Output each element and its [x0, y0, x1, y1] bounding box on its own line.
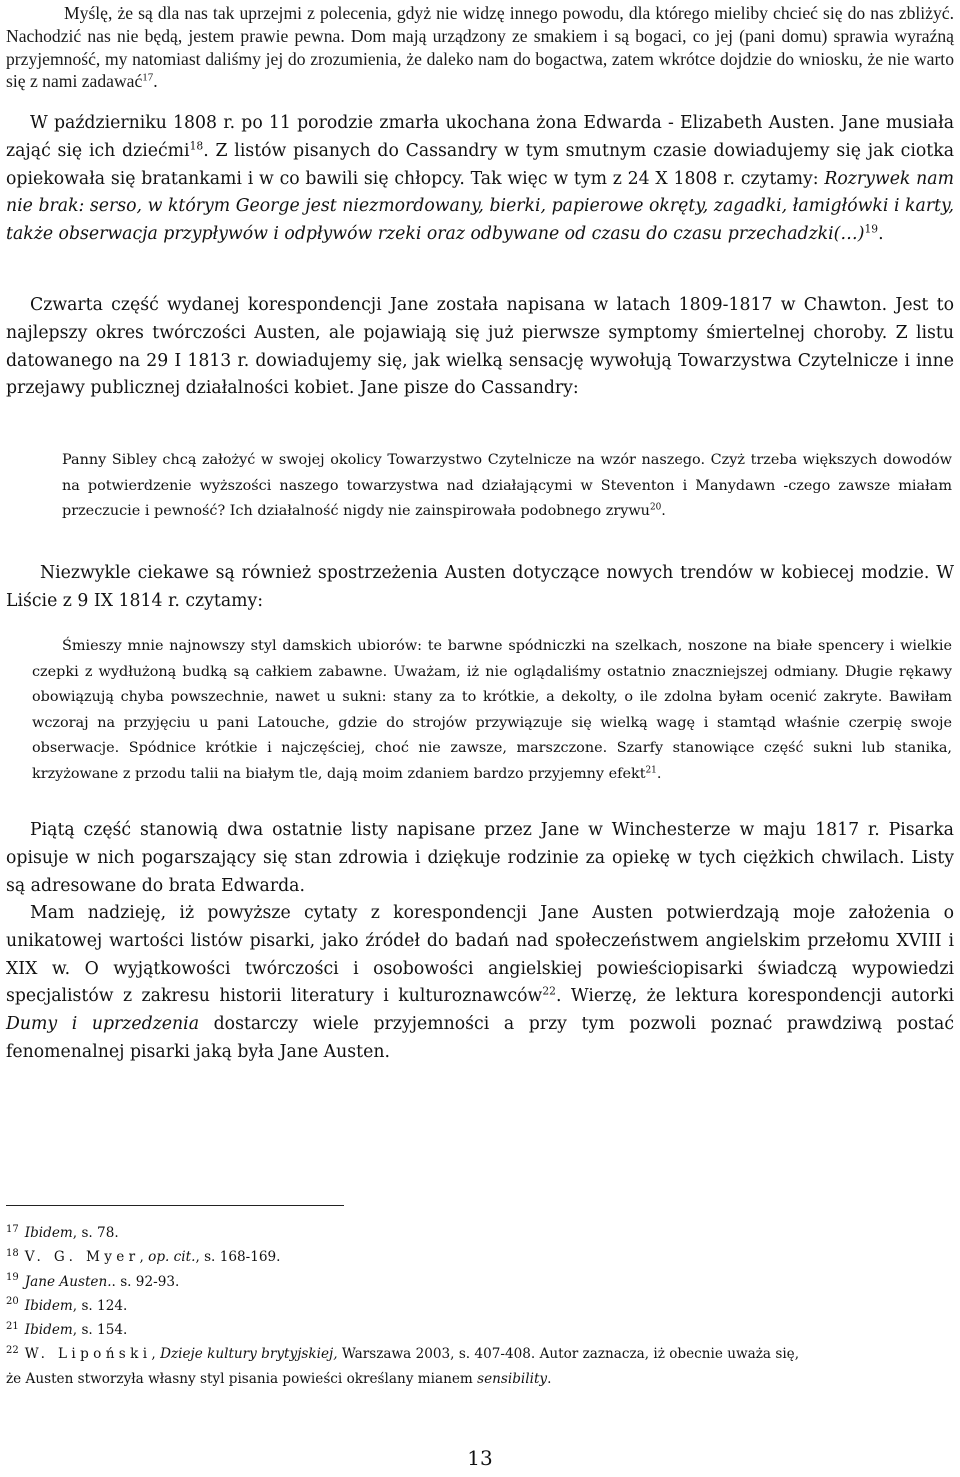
book-title: Dumy i uprzedzenia [6, 1014, 199, 1035]
footnote-number: 19 [6, 1272, 19, 1284]
footnote-source: Ibidem [24, 1322, 73, 1339]
footnote-source: Jane Austen. [24, 1273, 112, 1290]
letter-quote-17-text: Myślę, że są dla nas tak uprzejmi z polecenia, gdyż nie widzę innego powodu, dla którego mieliby chcieć się do nas zbliżyć. Nachodzić nas nie będą, jestem prawie pewna. Dom mają urządzony ze smakiem i są bogaci, co jej (pani domu) sprawia wyraźną przyjemność, my natomiast daliśmy jej do zrozumienia, że daleko nam do bogactwa, zatem wkrótce dojdzie do wniosku, że nie warto się z nami zadawać [6, 3, 954, 92]
paragraph-text: W październiku 1808 r. po 11 porodzie zmarła ukochana żona Edwarda - Elizabeth Austen. Jane musiała zająć się ich dziećmi [6, 113, 954, 161]
paragraph-text: Piątą część stanowią dwa ostatnie listy napisane przez Jane w Winchesterze w maju 1817 r. Pisarka opisuje w nich pogarszający się stan zdrowia i dziękuje rodzinie za opiekę w tych ciężkich chwilach. Listy są adresowane do brata Edwarda. [6, 820, 954, 896]
page-number: 13 [467, 1446, 493, 1470]
footnote-source: Ibidem [24, 1297, 73, 1314]
footnotes [6, 1221, 954, 1391]
footnote-author: V. G. Myer [24, 1249, 140, 1266]
footnote-number: 21 [6, 1320, 19, 1332]
paragraph-fourth-part [6, 292, 954, 403]
letter-quote-21 [32, 634, 952, 788]
footnote-source: Ibidem [24, 1225, 73, 1241]
footnote-text: . [547, 1370, 552, 1387]
letter-quote-17-end: . [153, 71, 158, 92]
paragraph-text: Mam nadzieję, iż powyższe cytaty z korespondencji Jane Austen potwierdzają moje założenia o unikatowej wartości listów pisarki, jako źródeł do badań nad społeczeństwem angielskim przełomu XVIII i XIX w. O wyjątkowości twórczości i osobowości angielskiej powieściopisarki świadczą wypowiedzi specjalistów z zakresu historii literatury i kulturoznawców [6, 903, 954, 1007]
footnote-ref-18[interactable]: 18 [189, 139, 204, 153]
footnote-source: op. cit. [148, 1249, 196, 1266]
footnote-20 [6, 1294, 954, 1318]
footnote-22 [6, 1342, 954, 1391]
paragraph-fifth-part [6, 817, 954, 900]
footnote-number: 18 [6, 1247, 19, 1259]
letter-quote-17 [6, 2, 954, 93]
footnote-18 [6, 1245, 954, 1269]
paragraph-conclusion [6, 900, 954, 1067]
footnote-separator [6, 1205, 344, 1206]
footnote-text: , s. 124. [72, 1297, 128, 1314]
footnote-ref-22[interactable]: 22 [542, 984, 556, 998]
footnote-text: że Austen stworzyła własny styl pisania powieści określany mianem [6, 1370, 478, 1387]
footnote-text: , [151, 1346, 161, 1363]
footnote-17 [6, 1221, 954, 1245]
footnote-text: , s. 154. [72, 1322, 128, 1339]
footnote-text: , s. 168-169. [195, 1249, 281, 1266]
paragraph-october-1808 [6, 110, 954, 249]
letter-quote-20 [62, 448, 952, 525]
paragraph-text: Niezwykle ciekawe są również spostrzeżenia Austen dotyczące nowych trendów w kobiecej modzie. W Liście z 9 IX 1814 r. czytamy: [6, 563, 954, 611]
footnote-number: 17 [6, 1223, 19, 1235]
footnote-ref-17[interactable]: 17 [142, 71, 154, 84]
footnote-text: , s. 78. [72, 1225, 119, 1241]
paragraph-text: dostarczy wiele przyjemności a przy tym pozwoli poznać prawdziwą postać fenomenalnej pisarki jaką była Jane Austen. [6, 1014, 954, 1062]
footnote-term: sensibility [477, 1370, 548, 1387]
paragraph-text: . Wierzę, że lektura korespondencji autorki [555, 986, 954, 1007]
paragraph-text: . [878, 224, 884, 245]
footnote-21 [6, 1318, 954, 1342]
letter-quote-21-text: Śmieszy mnie najnowszy styl damskich ubiorów: te barwne spódniczki na szelkach, noszone na białe spencery i wielkie czepki z wydłużoną budką są całkiem zabawne. Uważam, iż nie oglądaliśmy ostatnio znaczniejszej odmiany. Długie rękawy obowiązują chyba powszechnie, nawet u sukni: stany za to krótkie, a dekolty, o ile zdolna byłam ocenić zakryte. Bawiłam wczoraj na przyjęciu u pani Latouche, gdzie do strojów przywiązuje się wielką wagę i stamtąd właśnie czerpię swoje obserwacje. Spódnice krótkie i najczęściej, choć nie zawsze, marszczone. Szarfy stanowiące część sukni lub stanika, krzyżowane z przodu talii na białym tle, dają moim zdaniem bardzo przyjemny efekt [32, 638, 952, 782]
footnote-ref-21[interactable]: 21 [645, 765, 657, 776]
letter-quote-19: Rozrywek nam nie brak: serso, w którym George jest niezmordowany, bierki, papierowe okręty, zagadki, łamigłówki i karty, także obserwacja przypływów i odpływów rzeki oraz odbywane od czasu do czasu przechadzki(…) [6, 168, 954, 245]
footnote-number: 22 [6, 1344, 19, 1356]
footnote-number: 20 [6, 1296, 19, 1308]
footnote-ref-19[interactable]: 19 [864, 222, 879, 236]
footnote-author: W. Lipoński [24, 1346, 152, 1363]
footnote-19 [6, 1270, 954, 1294]
paragraph-text: Czwarta część wydanej korespondencji Jane została napisana w latach 1809-1817 w Chawton. Jest to najlepszy okres twórczości Austen, ale pojawiają się już pierwsze symptomy śmiertelnej choroby. Z listu datowanego na 29 I 1813 r. dowiadujemy się, jak wielką sensację wywołują Towarzystwa Czytelnicze i inne przejawy publicznej działalności kobiet. Jane pisze do Cassandry: [6, 295, 954, 399]
footnote-text: Warszawa 2003, s. 407-408. Autor zaznacza, iż obecnie uważa się, [337, 1346, 800, 1363]
letter-quote-20-text: Panny Sibley chcą założyć w swojej okolicy Towarzystwo Czytelnicze na wzór naszego. Czyż trzeba większych dowodów na potwierdzenie wyższości naszego towarzystwa nad działającymi w Steventon i Manydawn -czego zawsze miałam przeczucie i pewność? Ich działalność nigdy nie zainspirowała podobnego zrywu [62, 452, 952, 520]
footnote-ref-20[interactable]: 20 [649, 502, 662, 513]
paragraph-text: . Z listów pisanych do Cassandry w tym smutnym czasie dowiadujemy się jak ciotka opiekowała się bratankami i w co bawili się chłopcy. Tak więc w tym z 24 X 1808 r. czytamy: [6, 140, 954, 189]
letter-quote-21-end: . [656, 765, 662, 782]
paragraph-fashion [6, 560, 954, 616]
footnote-source: Dzieje kultury brytyjskiej, [160, 1346, 338, 1363]
footnote-text: , [139, 1249, 149, 1266]
footnote-text: . s. 92-93. [111, 1273, 180, 1290]
footnote-22-continuation [6, 1367, 954, 1391]
letter-quote-20-end: . [661, 503, 666, 520]
